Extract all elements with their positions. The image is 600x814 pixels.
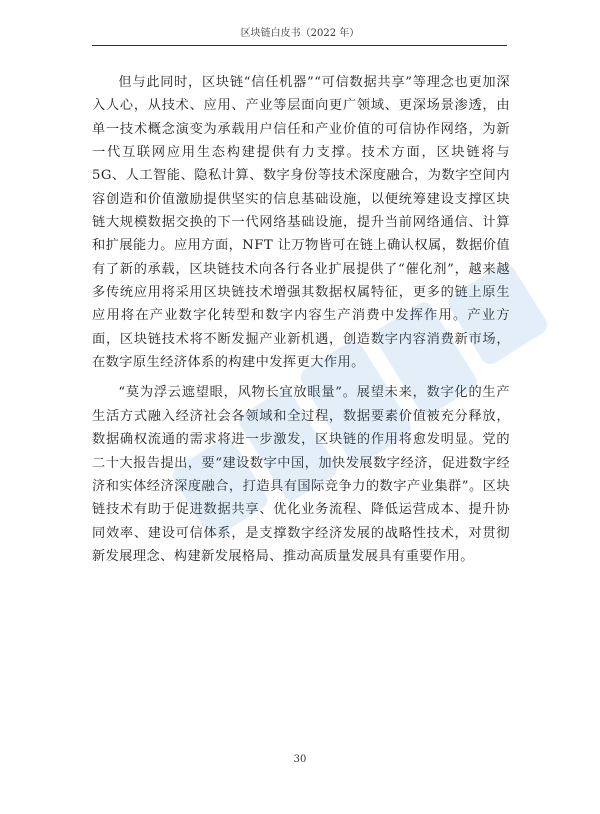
- running-header: 区块链白皮书（2022 年）: [240, 28, 360, 39]
- header-divider: [92, 45, 507, 46]
- body-text: [92, 71, 510, 568]
- paragraph-1: 但与此同时，区块链“信任机器”“可信数据共享”等理念也更加深入人心，从技术、应用、产业等层面向更广领域、更深场景渗透，由单一技术概念演变为承载用户信任和产业价值的可信协作网络，为新一代互联网应用生态构建提供有力支撑。技术方面，区块链将与 5G、人工智能、隐私计算、数字身份等技术深度融合，为数字空间内容创造和价值激励提供坚实的信息基础设施，以便统筹建设支撑区块链大规模数据交换的下一代网络基础设施，提升当前网络通信、计算和扩展能力。应用方面，NFT 让万物皆可在链上确认权属，数据价值有了新的承载，区块链技术向各行各业扩展提供了“催化剂”，越来越多传统应用将采用区块链技术增强其数据权属特征，更多的链上原生应用将在产业数字化转型和数字内容生产消费中发挥作用。产业方面，区块链技术将不断发掘产业新机遇，创造数字内容消费新市场，在数字原生经济体系的构建中发挥更大作用。: [92, 75, 510, 371]
- paragraph-2: “莫为浮云遮望眼，风物长宜放眼量”。展望未来，数字化的生产生活方式融入经济社会各领域和全过程，数据要素价值被充分释放，数据确权流通的需求将进一步激发，区块链的作用将愈发明显。党的二十大报告提出，要“建设数字中国，加快发展数字经济，促进数字经济和实体经济深度融合，打造具有国际竞争力的数字产业集群”。区块链技术有助于促进数据共享、优化业务流程、降低运营成本、提升协同效率、建设可信体系，是支撑数字经济发展的战略性技术，对贯彻新发展理念、构建新发展格局、推动高质量发展具有重要作用。: [92, 385, 510, 564]
- page-number: 30: [293, 754, 307, 765]
